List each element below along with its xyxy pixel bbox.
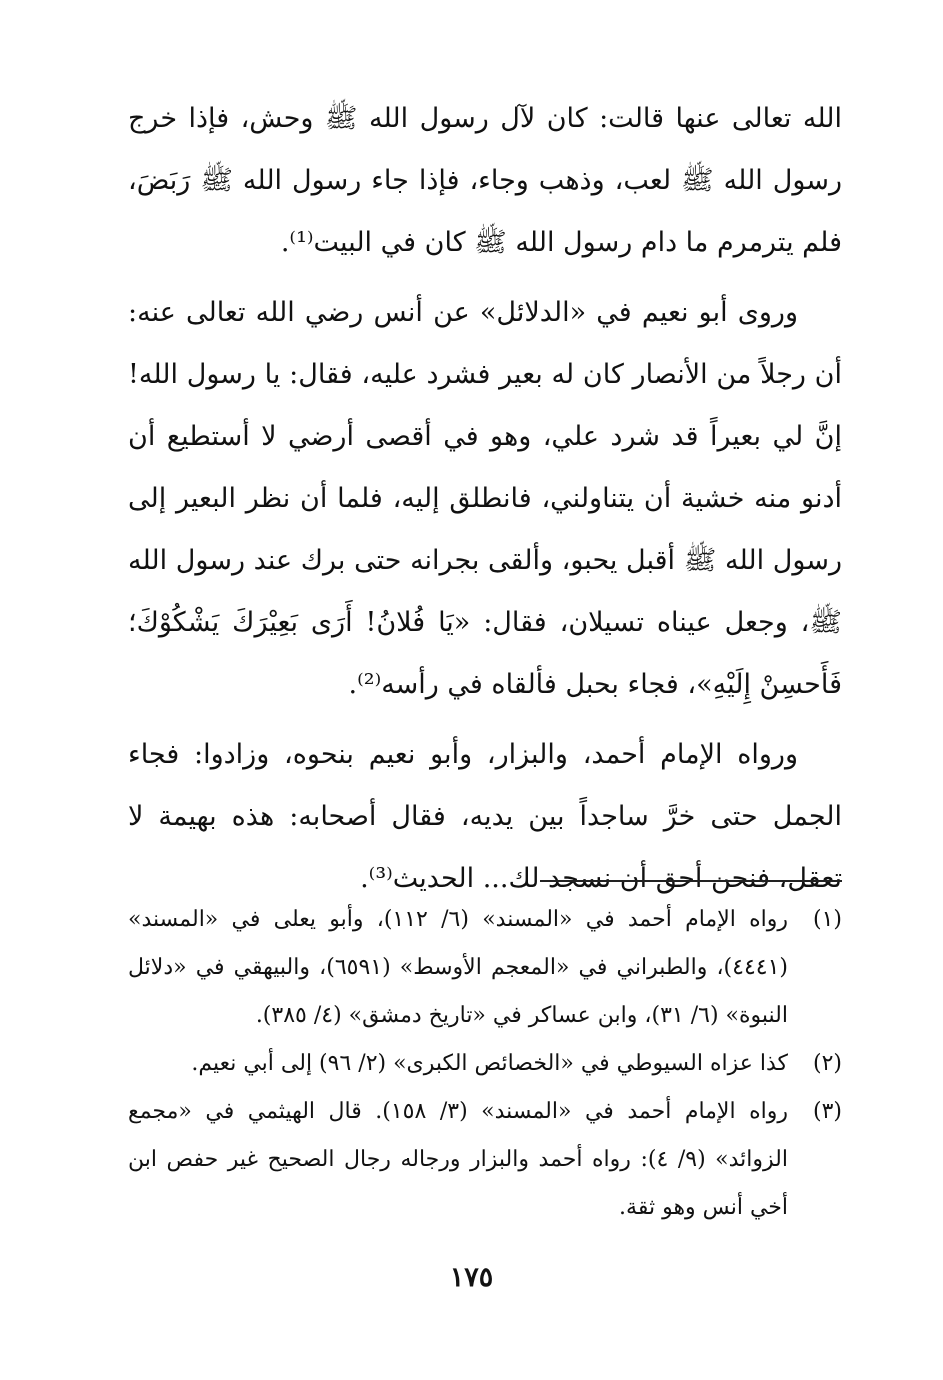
footnote-separator bbox=[540, 880, 842, 882]
footnote-text: رواه الإمام أحمد في «المسند» (٦/ ١١٢)، وأبو يعلى في «المسند» (٤٤٤١)، والطبراني في «المعجم الأوسط» (٦٥٩١)، والبيهقي في «دلائل النبوة» (٦/ ٣١)، وابن عساكر في «تاريخ دمشق» (٤/ ٣٨٥). bbox=[128, 907, 788, 1028]
footnote-number: (٢) bbox=[812, 1051, 842, 1076]
footnote-number: (١) bbox=[812, 907, 842, 932]
footnote-2 bbox=[128, 1040, 842, 1088]
footnotes bbox=[128, 896, 842, 1232]
footnote-1 bbox=[128, 896, 842, 1040]
footnote-text: رواه الإمام أحمد في «المسند» (٣/ ١٥٨). قال الهيثمي في «مجمع الزوائد» (٩/ ٤): رواه أحمد والبزار ورجاله رجال الصحيح غير حفص ابن أخي أنس وهو ثقة. bbox=[128, 1099, 788, 1220]
page-number: ١٧٥ bbox=[449, 1262, 494, 1293]
main-text bbox=[128, 88, 842, 918]
paragraph-2: وروى أبو نعيم في «الدلائل» عن أنس رضي الله تعالى عنه: أن رجلاً من الأنصار كان له بعير فشرد عليه، فقال: يا رسول الله! إنَّ لي بعيراً قد شرد علي، وهو في أقصى أرضي لا أستطيع أن أدنو منه خشية أن يتناولني، فانطلق إليه، فلما أن نظر البعير إلى رسول الله ﷺ أقبل يحبو، وألقى بجرانه حتى برك عند رسول الله ﷺ، وجعل عيناه تسيلان، فقال: «يَا فُلانُ! أَرَى بَعِيْرَكَ يَشْكُوْكَ؛ فَأَحسِنْ إِلَيْهِ»، فجاء بحبل فألقاه في رأسه⁽²⁾. bbox=[128, 297, 842, 700]
paragraph-1: الله تعالى عنها قالت: كان لآل رسول الله ﷺ وحش، فإذا خرج رسول الله ﷺ لعب، وذهب وجاء، فإذا جاء رسول الله ﷺ رَبَضَ، فلم يترمرم ما دام رسول الله ﷺ كان في البيت⁽¹⁾. bbox=[128, 103, 842, 258]
paragraph-3: ورواه الإمام أحمد، والبزار، وأبو نعيم بنحوه، وزادوا: فجاء الجمل حتى خرَّ ساجداً بين يديه، فقال أصحابه: هذه بهيمة لا تعقل، فنحن أحق أن نسجد لك... الحديث⁽³⁾. bbox=[128, 739, 842, 894]
footnote-number: (٣) bbox=[812, 1099, 842, 1124]
footnote-3 bbox=[128, 1088, 842, 1232]
footnote-text: كذا عزاه السيوطي في «الخصائص الكبرى» (٢/ ٩٦) إلى أبي نعيم. bbox=[191, 1051, 788, 1076]
